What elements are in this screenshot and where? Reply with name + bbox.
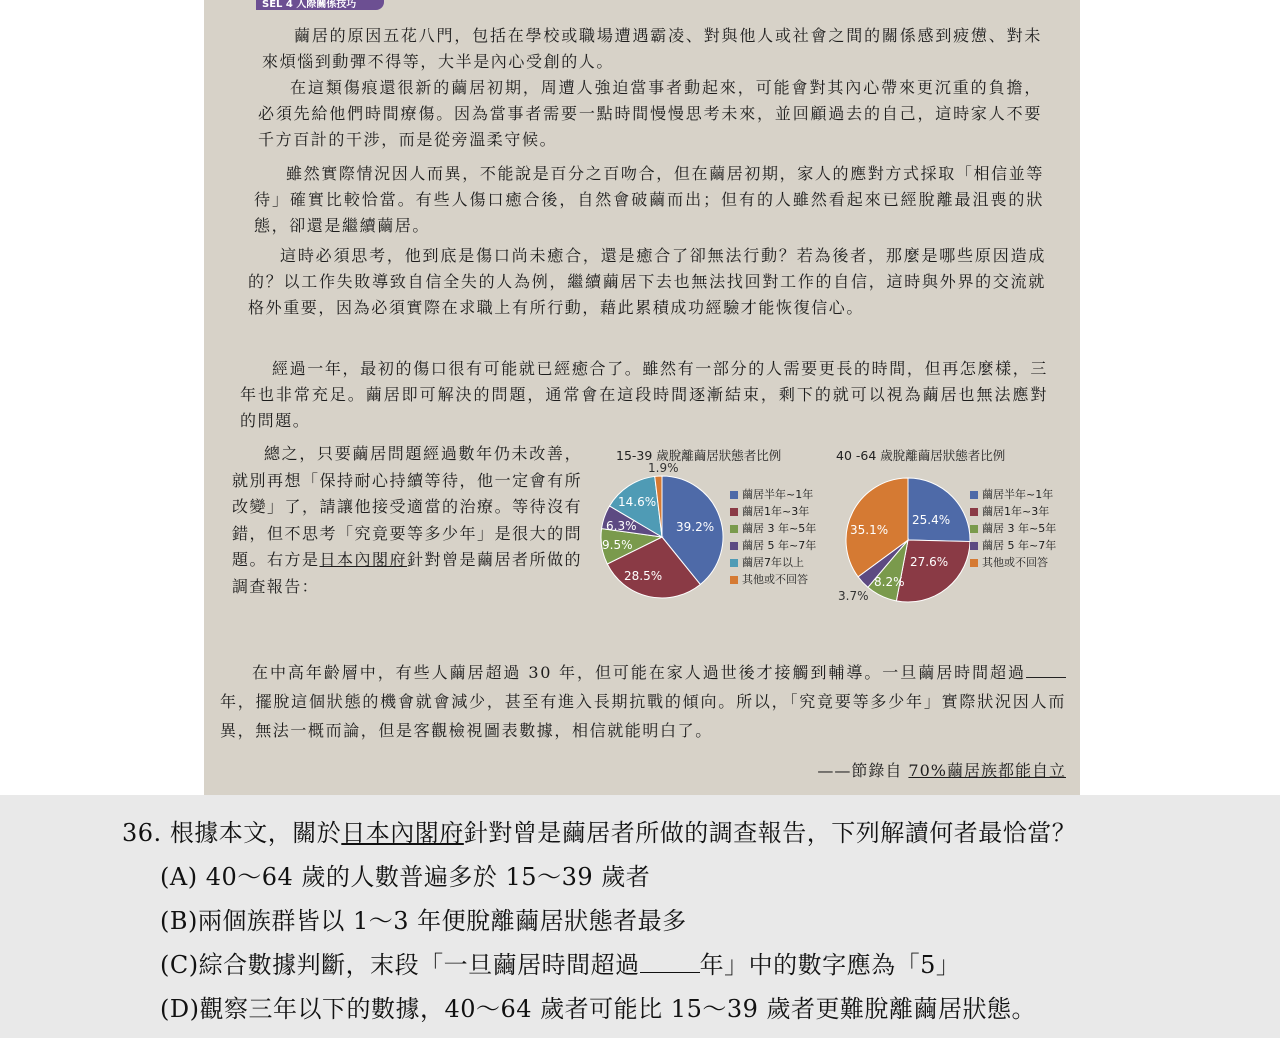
option-a-label: (A) bbox=[160, 863, 198, 891]
legend-item bbox=[970, 486, 1056, 503]
question-stem-text: 根據本文，關於 bbox=[169, 819, 342, 847]
legend-swatch bbox=[970, 508, 978, 516]
data-label-1: 39.2% bbox=[676, 520, 715, 534]
option-d-text: 觀察三年以下的數據，40～64 歲者可能比 15～39 歲者更難脫離繭居狀態。 bbox=[199, 995, 1037, 1023]
legend-swatch bbox=[730, 576, 738, 584]
legend-swatch bbox=[730, 508, 738, 516]
paragraph-6 bbox=[232, 441, 582, 600]
question-underlined: 日本內閣府 bbox=[341, 819, 464, 847]
paragraph-4: 這時必須思考，他到底是傷口尚未癒合，還是癒合了卻無法行動？若為後者，那麼是哪些原因造成的？以工作失敗導致自信全失的人為例，繼續繭居下去也無法找回對工作的自信，這時與外界的交流就格外重要，因為必須實際在求職上有所行動，藉此累積成功經驗才能恢復信心。 bbox=[248, 246, 1046, 317]
legend-swatch bbox=[970, 491, 978, 499]
option-c-label: (C) bbox=[160, 951, 199, 979]
legend-item bbox=[970, 503, 1056, 520]
legend-swatch bbox=[730, 559, 738, 567]
pie-slice-1 bbox=[908, 478, 970, 542]
paragraph-1: 繭居的原因五花八門，包括在學校或職場遭遇霸凌、對與他人或社會之間的關係感到疲憊、對未來煩惱到動彈不得等，大半是內心受創的人。 bbox=[262, 26, 1042, 71]
paragraph-2: 在這類傷痕還很新的繭居初期，周遭人強迫當事者動起來，可能會對其內心帶來更沉重的負擔，必須先給他們時間療傷。因為當事者需要一點時間慢慢思考未來，並回顧過去的自己，這時家人不要千方百計的干涉，而是從旁溫柔守候。 bbox=[258, 78, 1042, 149]
option-a[interactable] bbox=[160, 857, 650, 892]
legend-label: 繭居7年以上 bbox=[742, 556, 804, 569]
legend-label: 繭居 3 年~5年 bbox=[982, 522, 1057, 535]
credit-source: 70%繭居族都能自立 bbox=[908, 761, 1066, 780]
option-d[interactable] bbox=[160, 989, 1036, 1024]
legend-item bbox=[970, 554, 1056, 571]
paragraph-7-text: 在中高年齡層中，有些人繭居超過 30 年，但可能在家人過世後才接觸到輔導。一旦繭居時間超過 bbox=[252, 663, 1026, 682]
legend-label: 繭居1年~3年 bbox=[982, 505, 1050, 518]
data-label-4: 3.7% bbox=[838, 589, 869, 603]
paragraph-3: 雖然實際情況因人而異，不能說是百分之百吻合，但在繭居初期，家人的應對方式採取「相信並等待」確實比較恰當。有些人傷口癒合後，自然會破繭而出；但有的人雖然看起來已經脫離最沮喪的狀態，卻還是繼續繭居。 bbox=[254, 164, 1044, 235]
legend-label: 其他或不回答 bbox=[982, 556, 1048, 569]
option-c-blank bbox=[640, 950, 700, 973]
legend-label: 繭居1年~3年 bbox=[742, 505, 810, 518]
paragraph-6-tail: 針對曾是繭居者所做的調查報告： bbox=[232, 550, 582, 596]
data-label-3: 8.2% bbox=[874, 575, 905, 589]
paragraph-7 bbox=[220, 658, 1066, 745]
legend-label: 繭居 3 年~5年 bbox=[742, 522, 817, 535]
legend-label: 繭居 5 年~7年 bbox=[742, 539, 817, 552]
pie-slice-2 bbox=[896, 540, 970, 602]
cabinet-office-underlined: 日本內閣府 bbox=[319, 550, 408, 569]
option-b[interactable] bbox=[160, 901, 687, 936]
legend-swatch bbox=[970, 525, 978, 533]
question-stem bbox=[122, 813, 1076, 848]
legend-label: 繭居半年~1年 bbox=[742, 488, 814, 501]
legend-swatch bbox=[730, 542, 738, 550]
data-label-5: 14.6% bbox=[618, 495, 657, 509]
paragraph-6-text: 總之，只要繭居問題經過數年仍未改善，就別再想「保持耐心持續等待，他一定會有所改變」了，請讓他接受適當的治療。等待沒有錯，但不思考「究竟要等多少年」是很大的問題。右方是 bbox=[232, 444, 582, 569]
textbook-page bbox=[204, 0, 1080, 795]
section-tab: SEL 4 人際關係技巧 bbox=[256, 0, 384, 10]
chart-1-title: 15-39 歲脫離繭居狀態者比例 bbox=[616, 448, 782, 463]
legend-label: 繭居半年~1年 bbox=[982, 488, 1054, 501]
legend-label: 其他或不回答 bbox=[742, 573, 808, 586]
legend-item bbox=[970, 520, 1056, 537]
data-label-1: 25.4% bbox=[912, 513, 951, 527]
data-label-6: 1.9% bbox=[648, 461, 679, 475]
option-c-tail: 年」中的數字應為「5」 bbox=[699, 951, 961, 979]
paragraph-7-tail: 年，擺脫這個狀態的機會就會減少，甚至有進入長期抗戰的傾向。所以，「究竟要等多少年」實際狀況因人而異，無法一概而論，但是客觀檢視圖表數據，相信就能明白了。 bbox=[220, 692, 1066, 740]
legend-swatch bbox=[730, 491, 738, 499]
data-label-2: 28.5% bbox=[624, 569, 663, 583]
legend-item bbox=[970, 537, 1056, 554]
question-number: 36. bbox=[122, 819, 162, 847]
legend-label: 繭居 5 年~7年 bbox=[982, 539, 1057, 552]
chart-2-legend bbox=[970, 486, 1056, 571]
data-label-3: 9.5% bbox=[602, 538, 633, 552]
legend-swatch bbox=[970, 559, 978, 567]
chart-2-title: 40 -64 歲脫離繭居狀態者比例 bbox=[836, 448, 1006, 463]
paragraph-5: 經過一年，最初的傷口很有可能就已經癒合了。雖然有一部分的人需要更長的時間，但再怎麼樣，三年也非常充足。繭居即可解決的問題，通常會在這段時間逐漸結束，剩下的就可以視為繭居也無法應對的問題。 bbox=[240, 359, 1048, 430]
answer-blank bbox=[1026, 661, 1066, 678]
legend-swatch bbox=[970, 542, 978, 550]
option-d-label: (D) bbox=[160, 995, 200, 1023]
option-b-label: (B) bbox=[160, 907, 198, 935]
legend-swatch bbox=[730, 525, 738, 533]
data-label-2: 27.6% bbox=[910, 555, 949, 569]
option-c-text: 綜合數據判斷，末段「一旦繭居時間超過 bbox=[198, 951, 640, 979]
data-label-5: 35.1% bbox=[850, 523, 889, 537]
option-b-text: 兩個族群皆以 1～3 年便脫離繭居狀態者最多 bbox=[197, 907, 687, 935]
source-credit bbox=[817, 758, 1066, 781]
option-c[interactable] bbox=[160, 945, 960, 980]
data-label-4: 6.3% bbox=[606, 519, 637, 533]
question-stem-tail: 針對曾是繭居者所做的調查報告，下列解讀何者最恰當？ bbox=[463, 819, 1077, 847]
option-a-text: 40～64 歲的人數普遍多於 15～39 歲者 bbox=[205, 863, 651, 891]
credit-prefix: ——節錄自 bbox=[817, 761, 909, 780]
question-block bbox=[0, 795, 1280, 1038]
